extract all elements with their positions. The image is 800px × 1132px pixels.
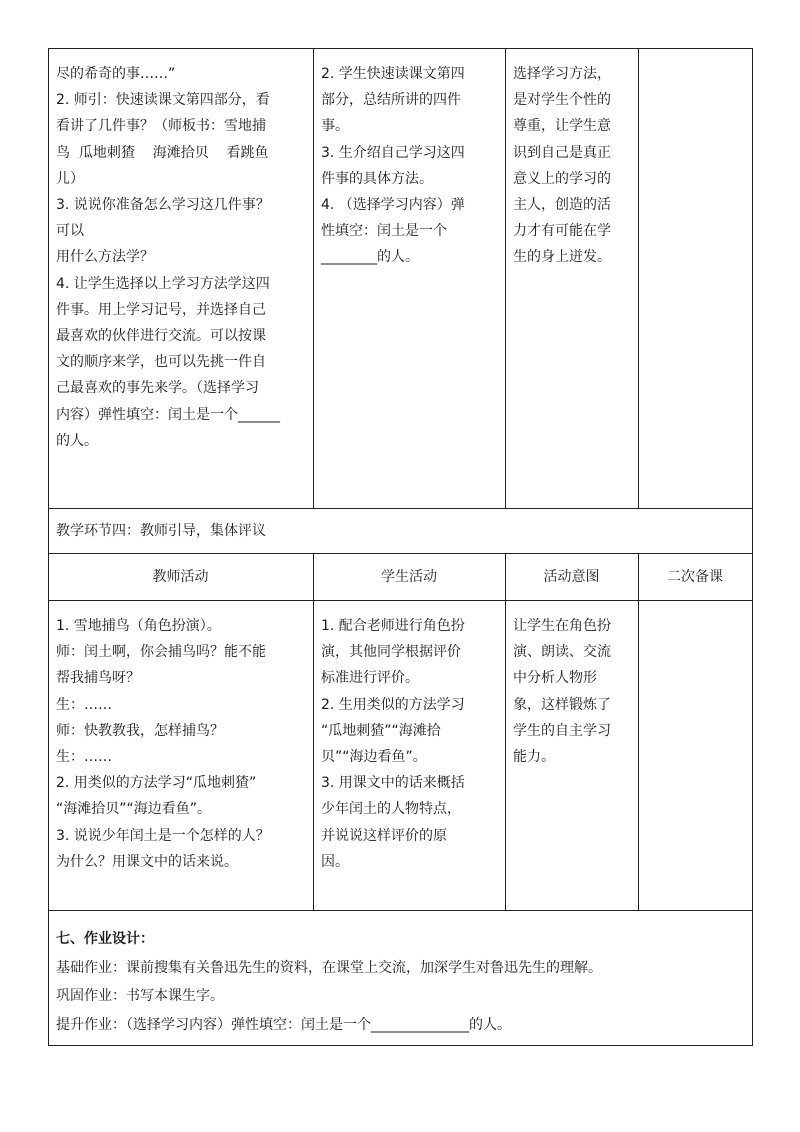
column-divider	[505, 48, 506, 508]
cell-text-line: 4. 让学生选择以上学习方法学这四	[56, 275, 270, 292]
column-divider	[313, 553, 314, 910]
cell-text-line: 生：……	[56, 749, 112, 766]
student-activity-cell	[321, 613, 503, 875]
cell-text-line: 3. 用课文中的话来概括	[321, 775, 465, 792]
cell-text-line: 能力。	[513, 749, 555, 766]
cell-text-line: 件事。用上学习记号，并选择自己	[56, 301, 266, 318]
student-activity-cell	[321, 61, 503, 271]
cell-text-line: 内容）弹性填空：闰土是一个______	[56, 406, 280, 423]
homework-section	[56, 925, 756, 1039]
table-left-border	[48, 48, 49, 1046]
column-divider	[313, 48, 314, 508]
cell-text-line: 看讲了几件事？（师板书：雪地捕	[56, 118, 266, 135]
cell-text-line: 帮我捕鸟呀？	[56, 670, 140, 687]
cell-text-line: 是对学生个性的	[513, 92, 611, 109]
cell-text-line: 2. 学生快速读课文第四	[321, 66, 465, 82]
table-right-border	[752, 48, 753, 1046]
cell-text-line: 2. 用类似的方法学习“瓜地刺猹”	[56, 775, 257, 792]
row-divider	[48, 910, 753, 911]
header-teacher-activity: 教师活动	[152, 569, 209, 585]
cell-text-line: 事。	[321, 118, 349, 135]
cell-text-line: 儿）	[56, 170, 84, 187]
homework-line: 提升作业：（选择学习内容）弹性填空：闰土是一个______________的人。	[56, 1016, 511, 1033]
cell-text-line: 中分析人物形	[513, 670, 597, 687]
table-bottom-border	[48, 1045, 753, 1046]
header-student-activity: 学生活动	[381, 569, 437, 585]
row-divider	[48, 508, 753, 509]
cell-text-line: 尊重，让学生意	[513, 118, 611, 135]
cell-text-line: 4. （选择学习内容）弹	[321, 197, 465, 214]
cell-text-line: ________的人。	[321, 249, 419, 266]
cell-text-line: 己最喜欢的事先来学。（选择学习	[56, 380, 259, 397]
cell-text-line: 3. 生介绍自己学习这四	[321, 144, 465, 161]
cell-text-line: 3. 说说少年闰土是一个怎样的人？	[56, 827, 270, 844]
cell-text-line: 力才有可能在学	[513, 223, 611, 240]
cell-text-line: 主人，创造的活	[513, 197, 611, 214]
column-divider	[638, 48, 639, 508]
homework-line: 基础作业：课前搜集有关鲁迅先生的资料，在课堂上交流，加深学生对鲁迅先生的理解。	[56, 959, 602, 976]
row-divider	[48, 600, 753, 601]
cell-text-line: 演，其他同学根据评价	[321, 644, 461, 661]
cell-text-line: 件事的具体方法。	[321, 170, 433, 187]
cell-text-line: 2. 师引：快速读课文第四部分，看	[56, 92, 270, 109]
cell-text-line: “海滩拾贝”“海边看鱼”。	[56, 801, 212, 818]
cell-text-line: 2. 生用类似的方法学习	[321, 696, 465, 713]
cell-text-line: 象，这样锻炼了	[513, 696, 611, 713]
cell-text-line: 1. 雪地捕鸟（角色扮演）。	[56, 618, 221, 634]
cell-text-line: 1. 配合老师进行角色扮	[321, 618, 465, 634]
header-activity-intent: 活动意图	[543, 569, 600, 585]
cell-text-line: 3. 说说你准备怎么学习这几件事？	[56, 197, 270, 214]
cell-text-line: 并说说这样评价的原	[321, 827, 447, 844]
teacher-activity-cell	[56, 613, 311, 875]
column-divider	[505, 553, 506, 910]
cell-text-line: 学生的自主学习	[513, 722, 611, 739]
cell-text-line: 性填空：闰土是一个	[321, 223, 447, 240]
cell-text-line: 的人。	[56, 432, 98, 449]
cell-text-line: 生：……	[56, 696, 112, 713]
homework-title: 七、作业设计：	[56, 931, 154, 947]
homework-line: 巩固作业：书写本课生字。	[56, 988, 224, 1004]
cell-text-line: 标准进行评价。	[321, 670, 419, 687]
section-title: 教学环节四：教师引导，集体评议	[56, 523, 266, 539]
cell-text-line: 生的身上迸发。	[513, 249, 611, 266]
table-top-border	[48, 48, 753, 49]
activity-intent-cell	[513, 61, 637, 271]
cell-text-line: 文的顺序来学，也可以先挑一件自	[56, 354, 266, 371]
cell-text-line: 尽的希奇的事……”	[56, 66, 176, 82]
cell-text-line: 部分，总结所讲的四件	[321, 92, 461, 109]
cell-text-line: 选择学习方法，	[513, 66, 611, 82]
header-second-prep: 二次备课	[667, 569, 723, 585]
cell-text-line: “瓜地刺猹”“海滩拾	[321, 722, 441, 739]
cell-text-line: 用什么方法学？	[56, 249, 154, 266]
row-divider	[48, 553, 753, 554]
cell-text-line: 可以	[56, 223, 84, 240]
column-divider	[638, 553, 639, 910]
cell-text-line: 师：快教教我，怎样捕鸟？	[56, 722, 224, 739]
cell-text-line: 演、朗读、交流	[513, 644, 611, 661]
cell-text-line: 少年闰土的人物特点，	[321, 801, 461, 818]
activity-intent-cell	[513, 613, 637, 770]
cell-text-line: 因。	[321, 853, 349, 870]
cell-text-line: 师：闰土啊，你会捕鸟吗？能不能	[56, 644, 266, 661]
cell-text-line: 为什么？用课文中的话来说。	[56, 853, 238, 870]
cell-text-line: 鸟 瓜地刺猹 海滩拾贝 看跳鱼	[56, 144, 269, 161]
cell-text-line: 意义上的学习的	[513, 170, 611, 187]
cell-text-line: 让学生在角色扮	[513, 618, 611, 634]
teacher-activity-cell	[56, 61, 311, 454]
cell-text-line: 识到自己是真正	[513, 144, 611, 161]
cell-text-line: 贝”“海边看鱼”。	[321, 749, 427, 766]
cell-text-line: 最喜欢的伙伴进行交流。可以按课	[56, 328, 266, 345]
